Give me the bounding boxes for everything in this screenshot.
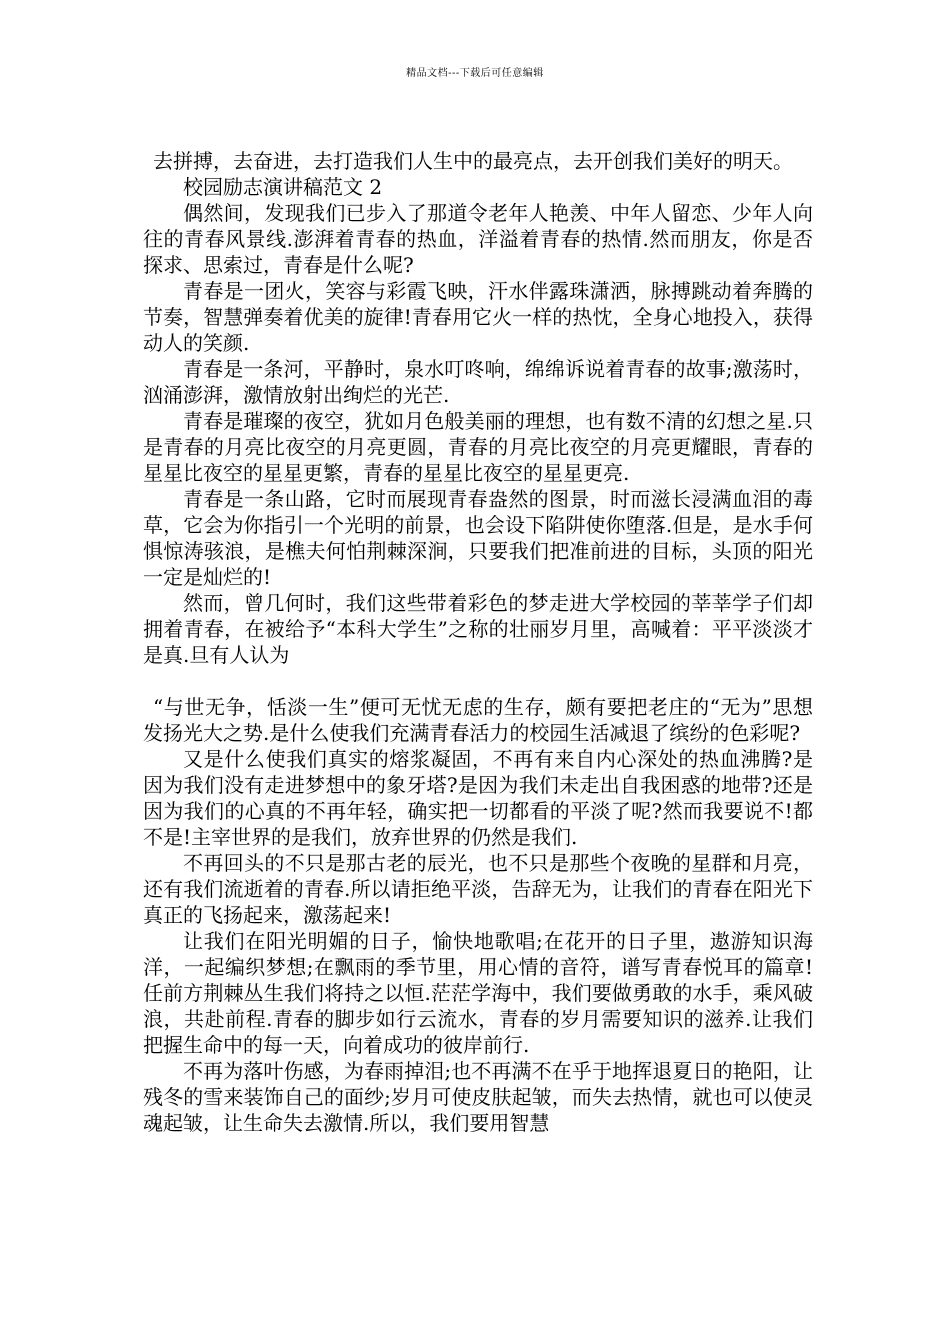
- paragraph: 不再为落叶伤感，为春雨掉泪;也不再满不在乎于地挥退夏日的艳阳，让残冬的雪来装饰自己的面纱;岁月可使皮肤起皱，而失去热情，就也可以使灵魂起皱，让生命失去激情.所以，我们要用智慧: [143, 1059, 813, 1135]
- paragraph: 又是什么使我们真实的熔浆凝固，不再有来自内心深处的热血沸腾?是因为我们没有走进梦想中的象牙塔?是因为我们未走出自我困惑的地带?还是因为我们的心真的不再年轻，确实把一切都看的平淡了呢?然而我要说不!都不是!主宰世界的是我们，放弃世界的仍然是我们.: [143, 747, 813, 849]
- paragraph: 青春是一条山路，它时而展现青春盎然的图景，时而滋长浸满血泪的毒草，它会为你指引一个光明的前景，也会设下陷阱使你堕落.但是，是水手何惧惊涛骇浪，是樵夫何怕荆棘深涧，只要我们把准前进的目标，头顶的阳光一定是灿烂的!: [143, 487, 813, 589]
- document-body: [143, 148, 813, 1136]
- paragraph: 偶然间，发现我们已步入了那道令老年人艳羡、中年人留恋、少年人向往的青春风景线.澎湃着青春的热血，洋溢着青春的热情.然而朋友，你是否探求、思索过，青春是什么呢?: [143, 201, 813, 277]
- paragraph: 然而，曾几何时，我们这些带着彩色的梦走进大学校园的莘莘学子们却拥着青春，在被给予“本科大学生”之称的壮丽岁月里，高喊着：平平淡淡才是真.旦有人认为: [143, 591, 813, 667]
- paragraph: 不再回头的不只是那古老的辰光，也不只是那些个夜晚的星群和月亮，还有我们流逝着的青春.所以请拒绝平淡，告辞无为，让我们的青春在阳光下真正的飞扬起来，激荡起来!: [143, 851, 813, 927]
- paragraph: 青春是一团火，笑容与彩霞飞映，汗水伴露珠潇洒，脉搏跳动着奔腾的节奏，智慧弹奏着优美的旋律!青春用它火一样的热忱，全身心地投入，获得动人的笑颜.: [143, 279, 813, 355]
- section-title: 校园励志演讲稿范文 2: [183, 175, 383, 199]
- page-header: 精品文档---下载后可任意编辑: [406, 68, 544, 79]
- paragraph: 让我们在阳光明媚的日子，愉快地歌唱;在花开的日子里，遨游知识海洋，一起编织梦想;在飘雨的季节里，用心情的音符，谱写青春悦耳的篇章!任前方荆棘丛生我们将持之以恒.茫茫学海中，我们要做勇敢的水手，乘风破浪，共赴前程.青春的脚步如行云流水，青春的岁月需要知识的滋养.让我们把握生命中的每一天，向着成功的彼岸前行.: [143, 929, 813, 1057]
- paragraph: 青春是一条河，平静时，泉水叮咚响，绵绵诉说着青春的故事;激荡时，汹涌澎湃，激情放射出绚烂的光芒.: [143, 357, 813, 407]
- paragraph: 青春是璀璨的夜空，犹如月色般美丽的理想，也有数不清的幻想之星.只是青春的月亮比夜空的月亮更圆，青春的月亮比夜空的月亮更耀眼，青春的星星比夜空的星星更繁，青春的星星比夜空的星星更亮.: [143, 409, 813, 485]
- paragraph: 去拼搏，去奋进，去打造我们人生中的最亮点，去开创我们美好的明天。: [153, 149, 793, 173]
- paragraph: “与世无争，恬淡一生”便可无忧无虑的生存，颇有要把老庄的“无为”思想发扬光大之势.是什么使我们充满青春活力的校园生活减退了缤纷的色彩呢?: [143, 695, 813, 745]
